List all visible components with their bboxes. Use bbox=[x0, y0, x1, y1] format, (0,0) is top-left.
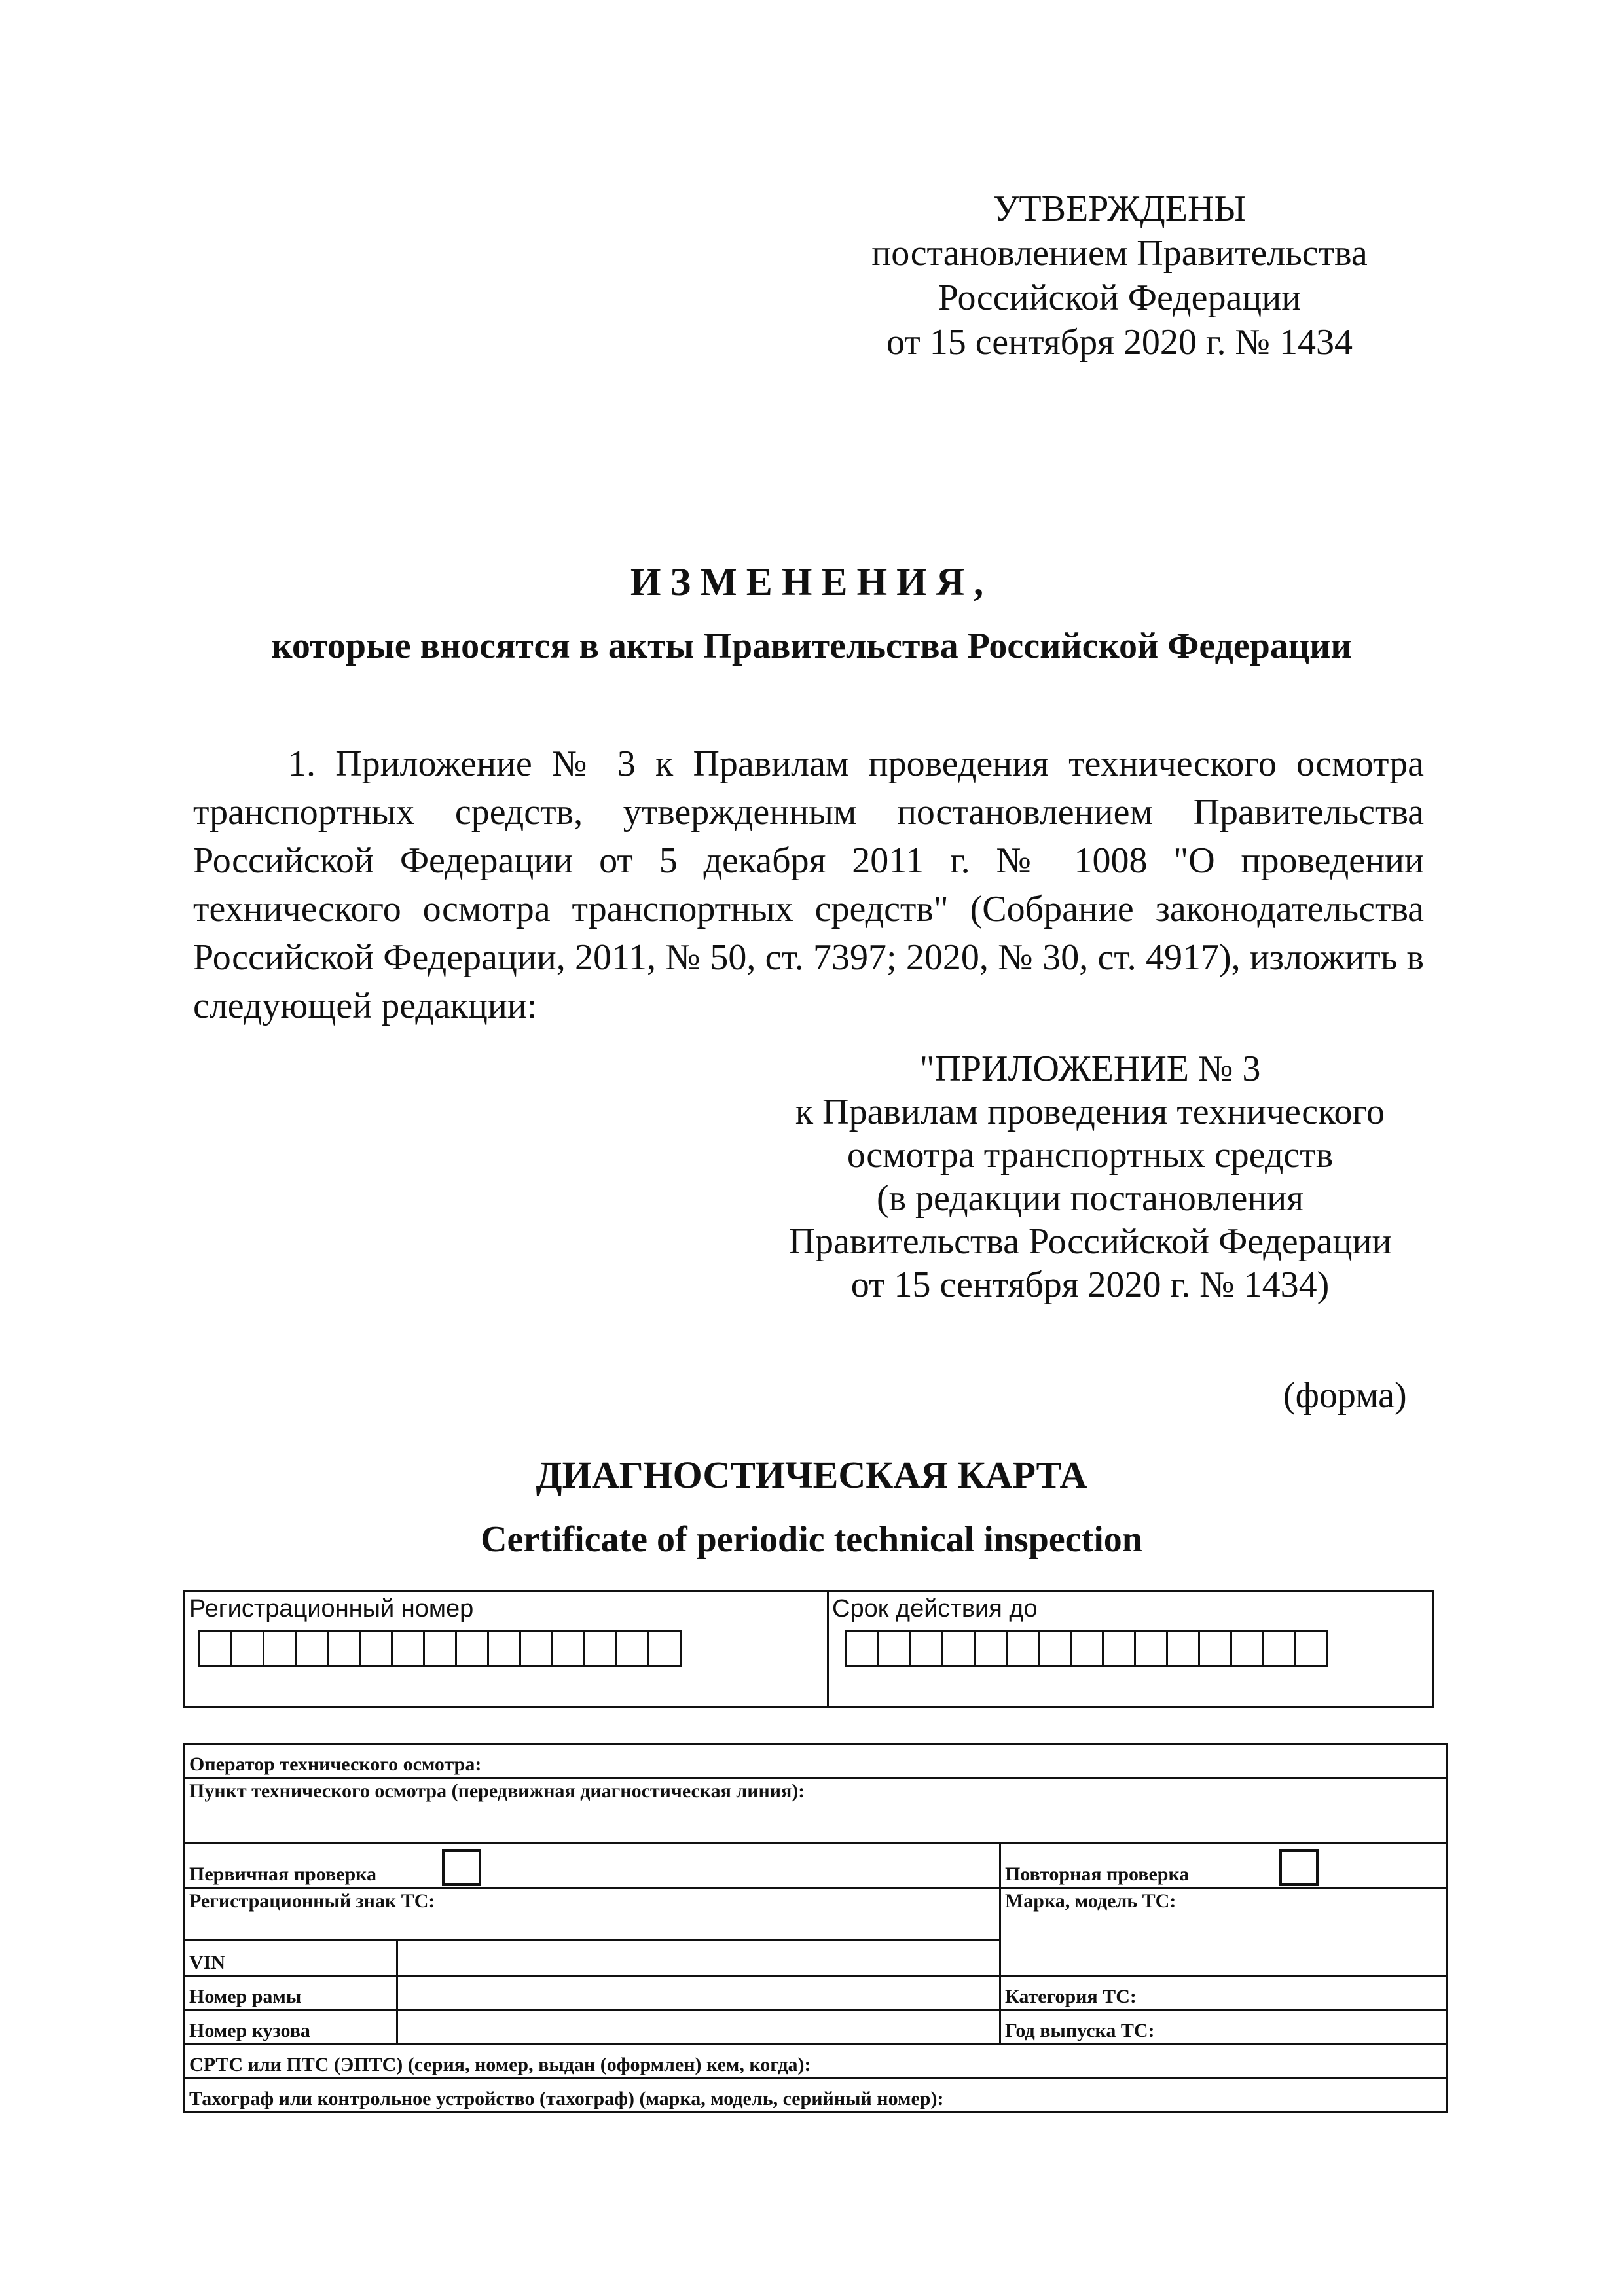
appendix-line-2: к Правилам проведения технического bbox=[795, 1092, 1385, 1132]
point-label: Пункт технического осмотра (передвижная диагностическая линия): bbox=[189, 1780, 805, 1802]
valid-until-cells[interactable] bbox=[845, 1630, 1326, 1667]
vin-label: VIN bbox=[189, 1952, 226, 1973]
form-label: (форма) bbox=[1283, 1375, 1407, 1416]
appendix-block bbox=[753, 1047, 1427, 1306]
card-subtitle: Certificate of periodic technical inspection bbox=[481, 1519, 1142, 1560]
approval-line-1: УТВЕРЖДЕНЫ bbox=[993, 188, 1247, 229]
frame-number-label-cell bbox=[185, 1977, 397, 2011]
reg-number-cell[interactable] bbox=[230, 1630, 264, 1667]
approval-line-3: Российской Федерации bbox=[938, 278, 1302, 318]
repeat-check-label: Повторная проверка bbox=[1004, 1863, 1190, 1885]
body-number-value-cell[interactable] bbox=[397, 2011, 1000, 2045]
reg-number-cell[interactable] bbox=[263, 1630, 297, 1667]
body-paragraph-block bbox=[193, 740, 1424, 1030]
reg-sign-label: Регистрационный знак ТС: bbox=[189, 1890, 435, 1912]
reg-number-cell[interactable] bbox=[359, 1630, 393, 1667]
reg-number-cell[interactable] bbox=[327, 1630, 361, 1667]
year-label: Год выпуска ТС: bbox=[1004, 2020, 1155, 2041]
year-cell[interactable] bbox=[1000, 2011, 1447, 2045]
valid-until-cell[interactable] bbox=[877, 1630, 911, 1667]
vin-value-cell[interactable] bbox=[397, 1941, 1000, 1977]
body-paragraph: 1. Приложение № 3 к Правилам проведения технического осмотра транспортных средств, утвержденным постановлением Правительства Российской Федерации от 5 декабря 2011 г. № 1008 "О проведении технического осмотра транспортных средств" (Собрание законодательства Российской Федерации, 2011, № 50, ст. 7397; 2020, № 30, ст. 4917), изложить в следующей редакции: bbox=[193, 744, 1424, 1026]
operator-row[interactable] bbox=[185, 1744, 1448, 1778]
make-model-label: Марка, модель ТС: bbox=[1004, 1890, 1176, 1912]
valid-until-cell[interactable] bbox=[974, 1630, 1008, 1667]
frame-number-label: Номер рамы bbox=[189, 1986, 302, 2007]
valid-until-cell[interactable] bbox=[1134, 1630, 1168, 1667]
appendix-line-6: от 15 сентября 2020 г. № 1434) bbox=[850, 1265, 1330, 1305]
appendix-line-1: "ПРИЛОЖЕНИЕ № 3 bbox=[919, 1049, 1261, 1089]
valid-until-cell[interactable] bbox=[1262, 1630, 1296, 1667]
tachograph-row[interactable] bbox=[185, 2079, 1448, 2113]
operator-label: Оператор технического осмотра: bbox=[189, 1753, 482, 1775]
srts-row[interactable] bbox=[185, 2045, 1448, 2079]
category-cell[interactable] bbox=[1000, 1977, 1447, 2011]
valid-until-cell[interactable] bbox=[909, 1630, 943, 1667]
valid-until-cell[interactable] bbox=[1038, 1630, 1072, 1667]
repeat-check-cell bbox=[1000, 1844, 1447, 1888]
reg-number-cell[interactable] bbox=[198, 1630, 232, 1667]
srts-label: СРТС или ПТС (ЭПТС) (серия, номер, выдан (оформлен) кем, когда): bbox=[189, 2054, 811, 2075]
reg-number-label: Регистрационный номер bbox=[189, 1595, 474, 1623]
valid-until-label: Срок действия до bbox=[832, 1595, 1038, 1623]
card-title: ДИАГНОСТИЧЕСКАЯ КАРТА bbox=[536, 1454, 1087, 1496]
valid-until-cell[interactable] bbox=[1198, 1630, 1232, 1667]
appendix-line-5: Правительства Российской Федерации bbox=[788, 1221, 1392, 1262]
valid-until-cell[interactable] bbox=[1166, 1630, 1200, 1667]
reg-number-cell[interactable] bbox=[519, 1630, 553, 1667]
vin-label-cell bbox=[185, 1941, 397, 1977]
reg-number-cell[interactable] bbox=[551, 1630, 585, 1667]
appendix-line-4: (в редакции постановления bbox=[876, 1178, 1304, 1219]
frame-number-value-cell[interactable] bbox=[397, 1977, 1000, 2011]
reg-number-cell[interactable] bbox=[295, 1630, 329, 1667]
valid-until-cell[interactable] bbox=[1294, 1630, 1328, 1667]
category-label: Категория ТС: bbox=[1004, 1986, 1137, 2007]
valid-until-cell[interactable] bbox=[845, 1630, 879, 1667]
valid-until-cell[interactable] bbox=[1006, 1630, 1040, 1667]
valid-until-cell[interactable] bbox=[1070, 1630, 1104, 1667]
valid-until-cell[interactable] bbox=[1102, 1630, 1136, 1667]
approval-line-2: постановлением Правительства bbox=[871, 233, 1368, 274]
reg-number-cell[interactable] bbox=[455, 1630, 489, 1667]
reg-number-cell[interactable] bbox=[391, 1630, 425, 1667]
make-model-cell[interactable] bbox=[1000, 1888, 1447, 1977]
registration-box bbox=[183, 1590, 1434, 1708]
reg-number-cell[interactable] bbox=[583, 1630, 617, 1667]
valid-until-cell[interactable] bbox=[1230, 1630, 1264, 1667]
primary-check-label: Первичная проверка bbox=[189, 1863, 377, 1885]
body-number-label-cell bbox=[185, 2011, 397, 2045]
approval-line-4: от 15 сентября 2020 г. № 1434 bbox=[886, 322, 1353, 363]
point-row[interactable] bbox=[185, 1778, 1448, 1844]
valid-until-cell[interactable] bbox=[941, 1630, 976, 1667]
box-divider bbox=[827, 1592, 829, 1706]
vehicle-info-table bbox=[183, 1743, 1448, 2113]
reg-sign-row[interactable] bbox=[185, 1888, 1000, 1941]
primary-check-cell bbox=[185, 1844, 1000, 1888]
appendix-line-3: осмотра транспортных средств bbox=[847, 1135, 1334, 1175]
tachograph-label: Тахограф или контрольное устройство (тахограф) (марка, модель, серийный номер): bbox=[189, 2088, 944, 2109]
document-title: ИЗМЕНЕНИЯ, bbox=[630, 560, 993, 603]
document-subtitle: которые вносятся в акты Правительства Российской Федерации bbox=[271, 626, 1352, 666]
body-number-label: Номер кузова bbox=[189, 2020, 310, 2041]
repeat-check-checkbox[interactable] bbox=[1279, 1849, 1319, 1886]
reg-number-cell[interactable] bbox=[647, 1630, 682, 1667]
reg-number-cell[interactable] bbox=[423, 1630, 457, 1667]
reg-number-cell[interactable] bbox=[487, 1630, 521, 1667]
reg-number-cells[interactable] bbox=[198, 1630, 680, 1667]
reg-number-cell[interactable] bbox=[615, 1630, 649, 1667]
approval-block bbox=[786, 187, 1453, 365]
primary-check-checkbox[interactable] bbox=[442, 1849, 481, 1886]
